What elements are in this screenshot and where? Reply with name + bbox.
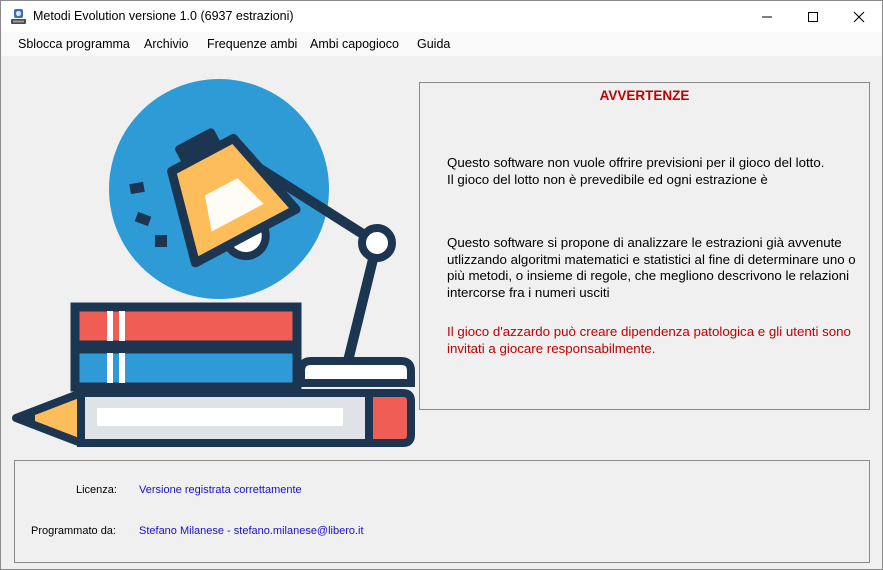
menu-guida[interactable]: Guida [417, 37, 451, 51]
close-icon [853, 11, 865, 23]
license-value: Versione registrata correttamente [139, 484, 302, 496]
maximize-icon [807, 11, 819, 23]
menu-ambi-capogioco[interactable]: Ambi capogioco [310, 37, 399, 51]
author-label: Programmato da: [31, 525, 116, 537]
warning-paragraph-gambling: Il gioco d'azzardo può creare dipendenza patologica e gli utenti sono invitati a giocare responsabilmente. [447, 324, 851, 356]
author-value: Stefano Milanese - stefano.milanese@libero.it [139, 525, 364, 537]
menu-frequenze-ambi[interactable]: Frequenze ambi [207, 37, 298, 51]
warning-panel [419, 82, 870, 410]
menu-sblocca-programma[interactable]: Sblocca programma [18, 37, 130, 51]
warning-paragraph-1: Questo software non vuole offrire previsioni per il gioco del lotto. Il gioco del lotto non è prevedibile ed ogni estrazione è [447, 155, 825, 187]
title-bar [1, 1, 882, 32]
minimize-icon [761, 11, 773, 23]
menu-bar [1, 32, 882, 56]
minimize-button[interactable] [744, 1, 790, 32]
warning-title: AVVERTENZE [599, 88, 690, 103]
menu-archivio[interactable]: Archivio [144, 37, 189, 51]
close-button[interactable] [836, 1, 882, 32]
license-label: Licenza: [76, 484, 117, 496]
window-title: Metodi Evolution versione 1.0 (6937 estrazioni) [33, 9, 294, 23]
warning-paragraph-2: Questo software si propone di analizzare le estrazioni già avvenute utlizzando algoritmi matematici e statistici al fine di determinare uno o più metodi, o insieme di regole, che megliono descrivono le relazioni intercorse fra i numeri usciti [447, 235, 856, 300]
app-icon [10, 8, 27, 25]
info-panel [14, 460, 870, 563]
maximize-button[interactable] [790, 1, 836, 32]
desk-lamp-books-pencil-illustration [11, 71, 416, 456]
